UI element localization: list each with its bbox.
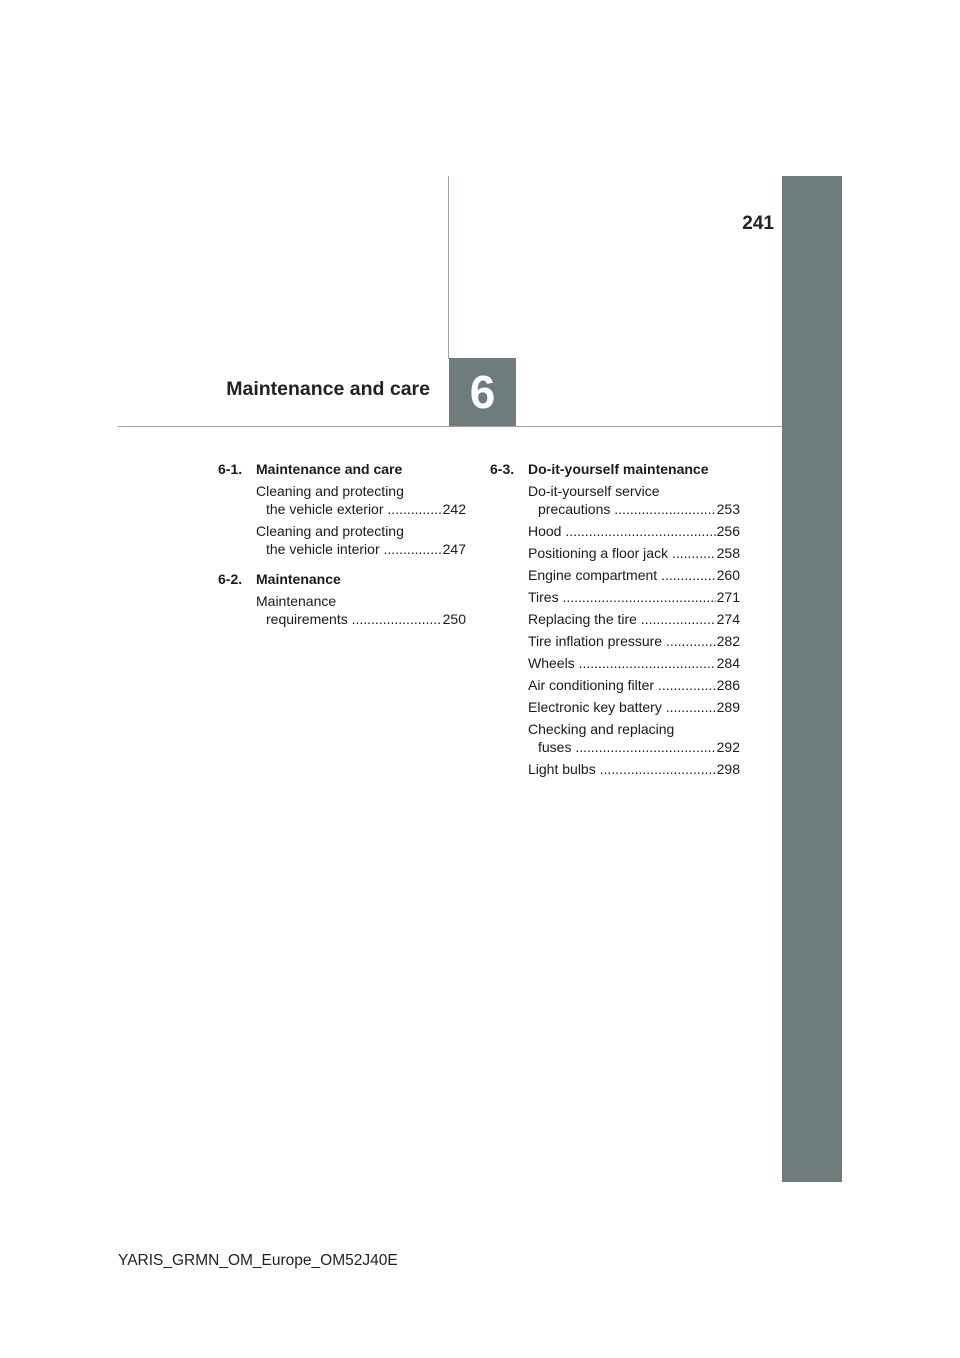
entry-text: Hood ..... [528, 522, 716, 540]
entry-text: Air conditioning filter ..... [528, 676, 716, 694]
vertical-rule [448, 176, 449, 359]
toc-entry[interactable] [528, 720, 740, 756]
entry-page: 274 [716, 611, 740, 627]
toc-entry[interactable] [528, 588, 740, 606]
toc-entry[interactable] [528, 676, 740, 694]
entry-page: 258 [716, 545, 740, 561]
section-title: Maintenance [256, 571, 341, 587]
entry-text: Engine compartment ..... [528, 566, 716, 584]
chapter-title: Maintenance and care [226, 378, 430, 400]
entry-text: Electronic key battery ..... [528, 698, 716, 716]
toc-entry[interactable] [528, 632, 740, 650]
entry-page: 256 [716, 523, 740, 539]
toc-entry[interactable] [256, 482, 466, 518]
entry-text: Tire inflation pressure ..... [528, 632, 716, 650]
section-number: 6-1. [218, 461, 243, 477]
toc-left-column [218, 460, 466, 632]
toc-entry[interactable] [528, 566, 740, 584]
toc-entry[interactable] [528, 522, 740, 540]
header-rule [118, 426, 782, 427]
toc-section-heading[interactable] [218, 460, 466, 478]
toc-entry[interactable] [528, 544, 740, 562]
entry-text: requirements ..... [266, 610, 442, 628]
toc-entry[interactable] [528, 698, 740, 716]
entry-page: 282 [716, 633, 740, 649]
entry-text: Light bulbs ..... [528, 760, 716, 778]
toc-section-heading[interactable] [490, 460, 740, 478]
entry-page: 289 [716, 699, 740, 715]
entry-text: precautions ..... [538, 500, 716, 518]
entry-text: fuses ..... [538, 738, 716, 756]
entry-page: 260 [716, 567, 740, 583]
section-title: Do-it-yourself maintenance [528, 461, 709, 477]
toc-section-heading[interactable] [218, 570, 466, 588]
entry-page: 253 [716, 501, 740, 517]
entry-page: 242 [442, 501, 466, 517]
toc-entry[interactable] [528, 610, 740, 628]
entry-text: Wheels ..... [528, 654, 716, 672]
entry-text: Replacing the tire ..... [528, 610, 716, 628]
chapter-side-tab [782, 176, 842, 1182]
entry-text: Tires ..... [528, 588, 716, 606]
entry-text: Positioning a floor jack ..... [528, 544, 716, 562]
entry-page: 292 [716, 739, 740, 755]
entry-page: 247 [442, 541, 466, 557]
entry-text: Cleaning and protecting [256, 483, 404, 499]
entry-text: Cleaning and protecting [256, 523, 404, 539]
toc-right-column [490, 460, 740, 782]
entry-page: 286 [716, 677, 740, 693]
toc-entry[interactable] [256, 592, 466, 628]
page-number: 241 [742, 213, 774, 234]
entry-page: 271 [716, 589, 740, 605]
toc-entry[interactable] [256, 522, 466, 558]
section-number: 6-2. [218, 571, 243, 587]
document-footer-code: YARIS_GRMN_OM_Europe_OM52J40E [118, 1252, 398, 1269]
section-number: 6-3. [490, 461, 515, 477]
toc-entry[interactable] [528, 654, 740, 672]
entry-text: the vehicle exterior ..... [266, 500, 442, 518]
entry-text: the vehicle interior ..... [266, 540, 442, 558]
toc-entry[interactable] [528, 760, 740, 778]
entry-text: Checking and replacing [528, 721, 675, 737]
entry-page: 298 [716, 761, 740, 777]
toc-entry[interactable] [528, 482, 740, 518]
entry-text: Do-it-yourself service [528, 483, 660, 499]
section-title: Maintenance and care [256, 461, 403, 477]
entry-page: 250 [442, 611, 466, 627]
entry-page: 284 [716, 655, 740, 671]
entry-text: Maintenance [256, 593, 337, 609]
chapter-number-badge: 6 [449, 358, 516, 426]
